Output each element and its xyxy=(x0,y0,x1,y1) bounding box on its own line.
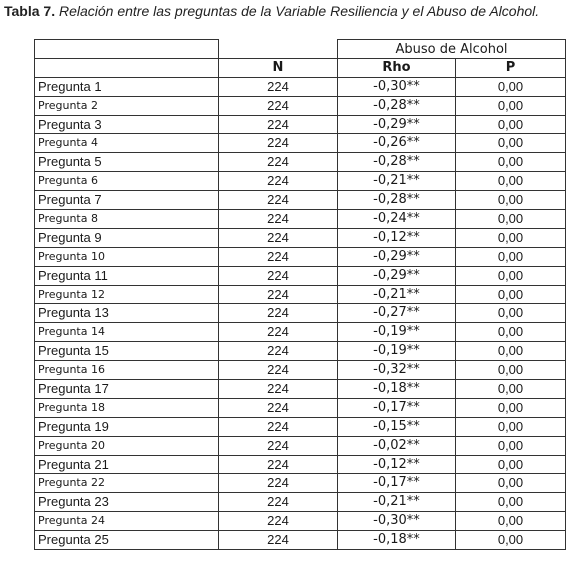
table-row xyxy=(35,115,566,134)
n-cell: 224 xyxy=(219,96,338,115)
rho-cell: -0,18** xyxy=(338,531,456,550)
n-cell: 224 xyxy=(219,493,338,512)
p-cell: 0,00 xyxy=(456,323,566,342)
table-row xyxy=(35,134,566,153)
p-cell: 0,00 xyxy=(456,266,566,285)
rho-cell: -0,21** xyxy=(338,493,456,512)
p-cell: 0,00 xyxy=(456,361,566,380)
n-cell: 224 xyxy=(219,342,338,361)
row-label: Pregunta 9 xyxy=(35,228,219,247)
rho-cell: -0,29** xyxy=(338,115,456,134)
p-cell: 0,00 xyxy=(456,134,566,153)
rho-cell: -0,29** xyxy=(338,266,456,285)
rho-cell: -0,18** xyxy=(338,380,456,399)
table-body xyxy=(35,77,566,549)
row-label: Pregunta 12 xyxy=(35,285,219,304)
rho-cell: -0,19** xyxy=(338,323,456,342)
p-cell: 0,00 xyxy=(456,342,566,361)
row-label: Pregunta 5 xyxy=(35,153,219,172)
rho-cell: -0,26** xyxy=(338,134,456,153)
n-cell: 224 xyxy=(219,228,338,247)
table-row xyxy=(35,474,566,493)
rho-cell: -0,17** xyxy=(338,474,456,493)
table-row xyxy=(35,342,566,361)
column-header-row xyxy=(35,58,566,77)
p-cell: 0,00 xyxy=(456,436,566,455)
n-cell: 224 xyxy=(219,77,338,96)
row-label: Pregunta 2 xyxy=(35,96,219,115)
n-cell: 224 xyxy=(219,417,338,436)
n-cell: 224 xyxy=(219,474,338,493)
table-row xyxy=(35,436,566,455)
n-cell: 224 xyxy=(219,436,338,455)
rho-cell: -0,24** xyxy=(338,210,456,229)
n-cell: 224 xyxy=(219,512,338,531)
p-cell: 0,00 xyxy=(456,285,566,304)
row-label: Pregunta 7 xyxy=(35,191,219,210)
table-caption xyxy=(4,2,539,20)
row-label: Pregunta 24 xyxy=(35,512,219,531)
row-label: Pregunta 19 xyxy=(35,417,219,436)
n-cell: 224 xyxy=(219,172,338,191)
rho-cell: -0,28** xyxy=(338,96,456,115)
p-cell: 0,00 xyxy=(456,228,566,247)
n-cell: 224 xyxy=(219,398,338,417)
table-row xyxy=(35,172,566,191)
table-row xyxy=(35,266,566,285)
column-header-n: N xyxy=(219,58,338,77)
group-header-row xyxy=(35,40,566,59)
n-cell: 224 xyxy=(219,115,338,134)
rho-cell: -0,21** xyxy=(338,172,456,191)
table-row xyxy=(35,96,566,115)
row-label: Pregunta 16 xyxy=(35,361,219,380)
row-label: Pregunta 14 xyxy=(35,323,219,342)
rho-cell: -0,21** xyxy=(338,285,456,304)
p-cell: 0,00 xyxy=(456,380,566,399)
caption-label: Tabla 7. xyxy=(4,3,56,19)
rho-cell: -0,15** xyxy=(338,417,456,436)
row-label: Pregunta 8 xyxy=(35,210,219,229)
table-row xyxy=(35,493,566,512)
table-row xyxy=(35,417,566,436)
rho-cell: -0,12** xyxy=(338,455,456,474)
table-row xyxy=(35,512,566,531)
table-row xyxy=(35,531,566,550)
table-row xyxy=(35,191,566,210)
table-row xyxy=(35,153,566,172)
row-label: Pregunta 18 xyxy=(35,398,219,417)
rho-cell: -0,12** xyxy=(338,228,456,247)
n-cell: 224 xyxy=(219,134,338,153)
row-label: Pregunta 22 xyxy=(35,474,219,493)
n-cell: 224 xyxy=(219,361,338,380)
table-row xyxy=(35,228,566,247)
row-label: Pregunta 25 xyxy=(35,531,219,550)
row-label: Pregunta 20 xyxy=(35,436,219,455)
table-row xyxy=(35,455,566,474)
p-cell: 0,00 xyxy=(456,417,566,436)
rho-cell: -0,28** xyxy=(338,153,456,172)
p-cell: 0,00 xyxy=(456,153,566,172)
table-row xyxy=(35,323,566,342)
row-label: Pregunta 21 xyxy=(35,455,219,474)
rho-cell: -0,02** xyxy=(338,436,456,455)
p-cell: 0,00 xyxy=(456,512,566,531)
caption-text: Relación entre las preguntas de la Variable Resiliencia y el Abuso de Alcohol. xyxy=(58,3,540,19)
table-row xyxy=(35,247,566,266)
row-label: Pregunta 15 xyxy=(35,342,219,361)
table-row xyxy=(35,210,566,229)
p-cell: 0,00 xyxy=(456,474,566,493)
rho-cell: -0,28** xyxy=(338,191,456,210)
row-label: Pregunta 4 xyxy=(35,134,219,153)
n-cell: 224 xyxy=(219,285,338,304)
row-label: Pregunta 10 xyxy=(35,247,219,266)
rho-cell: -0,29** xyxy=(338,247,456,266)
empty-corner-cell xyxy=(35,40,219,59)
n-cell: 224 xyxy=(219,531,338,550)
rho-cell: -0,19** xyxy=(338,342,456,361)
n-cell: 224 xyxy=(219,266,338,285)
n-cell: 224 xyxy=(219,191,338,210)
row-label: Pregunta 17 xyxy=(35,380,219,399)
rho-cell: -0,27** xyxy=(338,304,456,323)
row-label: Pregunta 1 xyxy=(35,77,219,96)
row-label: Pregunta 6 xyxy=(35,172,219,191)
p-cell: 0,00 xyxy=(456,172,566,191)
p-cell: 0,00 xyxy=(456,191,566,210)
table-row xyxy=(35,77,566,96)
empty-label-header xyxy=(35,58,219,77)
row-label: Pregunta 13 xyxy=(35,304,219,323)
group-header-abuso: Abuso de Alcohol xyxy=(338,40,566,59)
table-row xyxy=(35,380,566,399)
n-cell: 224 xyxy=(219,153,338,172)
table-row xyxy=(35,285,566,304)
rho-cell: -0,32** xyxy=(338,361,456,380)
p-cell: 0,00 xyxy=(456,531,566,550)
p-cell: 0,00 xyxy=(456,398,566,417)
results-table xyxy=(34,39,566,550)
p-cell: 0,00 xyxy=(456,247,566,266)
row-label: Pregunta 3 xyxy=(35,115,219,134)
column-header-p: P xyxy=(456,58,566,77)
rho-cell: -0,17** xyxy=(338,398,456,417)
table-row xyxy=(35,398,566,417)
p-cell: 0,00 xyxy=(456,210,566,229)
p-cell: 0,00 xyxy=(456,115,566,134)
p-cell: 0,00 xyxy=(456,96,566,115)
rho-cell: -0,30** xyxy=(338,77,456,96)
rho-cell: -0,30** xyxy=(338,512,456,531)
row-label: Pregunta 11 xyxy=(35,266,219,285)
p-cell: 0,00 xyxy=(456,77,566,96)
p-cell: 0,00 xyxy=(456,304,566,323)
row-label: Pregunta 23 xyxy=(35,493,219,512)
n-cell: 224 xyxy=(219,304,338,323)
p-cell: 0,00 xyxy=(456,493,566,512)
p-cell: 0,00 xyxy=(456,455,566,474)
table-row xyxy=(35,361,566,380)
n-cell: 224 xyxy=(219,455,338,474)
table-row xyxy=(35,304,566,323)
n-cell: 224 xyxy=(219,323,338,342)
n-cell: 224 xyxy=(219,247,338,266)
n-cell: 224 xyxy=(219,380,338,399)
column-header-rho: Rho xyxy=(338,58,456,77)
empty-group-cell xyxy=(219,40,338,59)
n-cell: 224 xyxy=(219,210,338,229)
